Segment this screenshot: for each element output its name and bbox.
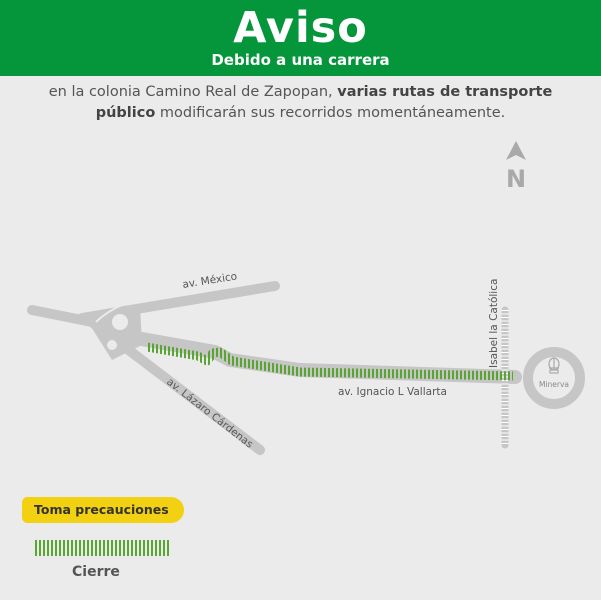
- compass-label: N: [505, 165, 527, 193]
- street-label-isabel: Isabel la Católica: [488, 278, 500, 368]
- closure-legend-swatch: [35, 540, 169, 556]
- street-label-mexico: av. México: [181, 270, 238, 291]
- monument-icon: [549, 358, 559, 373]
- page-subtitle: Debido a una carrera: [211, 51, 390, 69]
- north-arrow-icon: [506, 141, 526, 160]
- street-label-vallarta: av. Ignacio L Vallarta: [338, 386, 447, 398]
- road-left-spur: [32, 310, 92, 322]
- closure-legend-label: Cierre: [72, 564, 120, 580]
- caution-badge: Toma precauciones: [22, 497, 184, 523]
- intro-part1: en la colonia Camino Real de Zapopan,: [48, 84, 338, 100]
- intro-bold: varias rutas de transporte público: [95, 84, 553, 121]
- street-label-lazaro: av. Lázaro Cárdenas: [164, 375, 256, 451]
- landmark-label: Minerva: [538, 380, 570, 389]
- page-title: Aviso: [233, 3, 368, 53]
- intro-part2: modificarán sus recorridos momentáneamente.: [155, 105, 506, 121]
- road-mexico: [82, 286, 275, 318]
